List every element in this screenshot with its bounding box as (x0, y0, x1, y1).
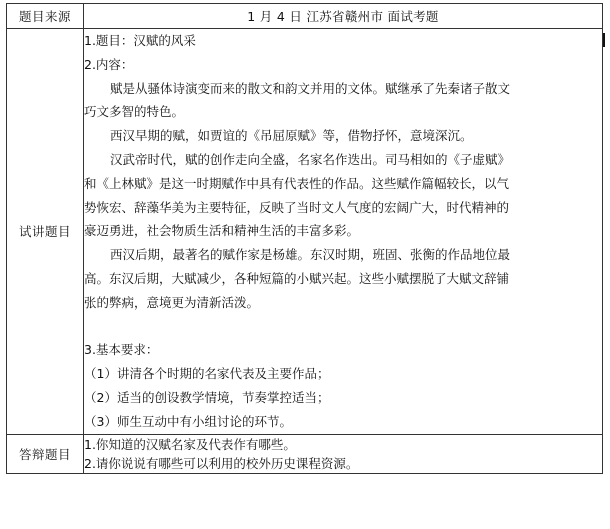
page-edge-mark (603, 33, 605, 47)
defense-content (84, 434, 603, 473)
defense-question: 1.你知道的汉赋名家及代表作有哪些。 (84, 436, 296, 452)
lecture-paragraph-line: 张的弊病，意境更为清新活泼。 (84, 294, 260, 310)
lecture-content (84, 29, 603, 435)
source-label: 题目来源 (7, 4, 84, 29)
requirement-item: （3）师生互动中有小组讨论的环节。 (84, 413, 292, 429)
lecture-paragraph-line: 赋是从骚体诗演变而来的散文和韵文并用的文体。赋继承了先秦诸子散文 (110, 80, 511, 96)
lecture-content-heading: 2.内容： (84, 56, 134, 72)
lecture-paragraph-line: 巧文多智的特色。 (84, 104, 185, 120)
lecture-paragraph-line: 和《上林赋》是这一时期赋作中具有代表性的作品。这些赋作篇幅较长，以气 (84, 175, 510, 191)
defense-question: 2.请你说说有哪些可以利用的校外历史课程资源。 (84, 455, 359, 471)
lecture-paragraph-line: 西汉早期的赋，如贾谊的《吊屈原赋》等，借物抒怀，意境深沉。 (110, 128, 473, 144)
lecture-paragraph-line: 汉武帝时代，赋的创作走向全盛，名家名作迭出。司马相如的《子虚赋》 (110, 151, 511, 167)
lecture-paragraph-line: 西汉后期，最著名的赋作家是杨雄。东汉时期，班固、张衡的作品地位最 (110, 247, 511, 263)
defense-row (7, 434, 603, 473)
source-row (7, 4, 603, 29)
lecture-paragraph-line: 豪迈勇进，社会物质生活和精神生活的丰富多彩。 (84, 223, 360, 239)
source-value: 1 月 4 日 江苏省赣州市 面试考题 (84, 4, 603, 29)
defense-label: 答辩题目 (7, 434, 84, 473)
requirements-heading: 3.基本要求： (84, 342, 159, 358)
lecture-topic: 1.题目：汉赋的风采 (84, 33, 196, 48)
requirement-item: （2）适当的创设教学情境，节奏掌控适当； (84, 389, 330, 405)
requirement-item: （1）讲清各个时期的名家代表及主要作品； (84, 366, 330, 382)
blank-line (84, 315, 602, 339)
lecture-paragraph-line: 势恢宏、辞藻华美为主要特征，反映了当时文人气度的宏阔广大，时代精神的 (84, 199, 510, 215)
lecture-paragraph-line: 高。东汉后期，大赋减少，各种短篇的小赋兴起。这些小赋摆脱了大赋文辞铺 (84, 270, 510, 286)
exam-question-table (6, 3, 603, 474)
lecture-label: 试讲题目 (7, 29, 84, 435)
lecture-row (7, 29, 603, 435)
